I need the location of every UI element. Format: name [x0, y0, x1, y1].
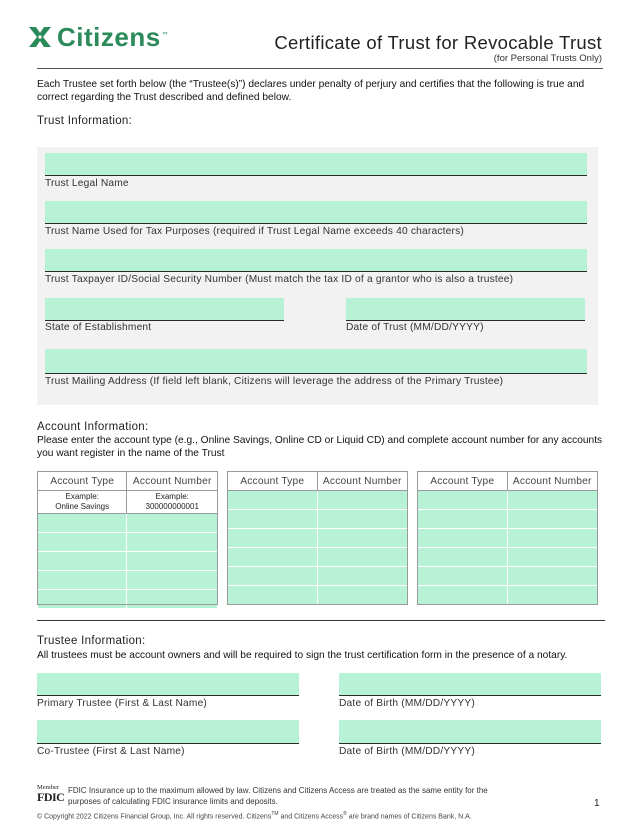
trust-legal-name-label: Trust Legal Name	[45, 178, 129, 189]
co-trustee-dob-label: Date of Birth (MM/DD/YYYY)	[339, 746, 475, 757]
example-number-value: 300000000001	[145, 502, 199, 511]
registered-mark: ®	[343, 811, 347, 817]
header-divider	[37, 68, 603, 69]
fdic-insurance-note: FDIC Insurance up to the maximum allowed by law. Citizens and Citizens Access are treated as the same entity for the purposes of calculating FDIC insurance limits and deposits.	[68, 786, 488, 806]
trust-info-heading: Trust Information:	[37, 115, 133, 127]
example-label: Example:	[65, 492, 99, 501]
account-info-heading: Account Information:	[37, 421, 149, 433]
account-number-header: Account Number	[127, 472, 218, 491]
document-title: Certificate of Trust for Revocable Trust	[274, 32, 602, 53]
date-of-trust-field[interactable]	[346, 298, 585, 321]
brand-trademark: ™	[161, 32, 168, 38]
account-type-header: Account Type	[418, 472, 508, 491]
account-type-header: Account Type	[38, 472, 127, 491]
state-of-establishment-label: State of Establishment	[45, 322, 152, 333]
section-divider	[37, 620, 605, 621]
primary-trustee-dob-label: Date of Birth (MM/DD/YYYY)	[339, 698, 475, 709]
trust-mailing-address-label: Trust Mailing Address (If field left blank, Citizens will leverage the address of the Primary Trustee)	[45, 376, 504, 387]
fdic-member-text: Member	[37, 784, 60, 791]
citizens-logo-icon	[27, 24, 53, 50]
trust-tax-name-label: Trust Name Used for Tax Purposes (required if Trust Legal Name exceeds 40 characters)	[45, 226, 465, 237]
trust-legal-name-field[interactable]	[45, 153, 587, 176]
trust-mailing-address-field[interactable]	[45, 349, 587, 374]
trustee-info-heading: Trustee Information:	[37, 635, 146, 647]
co-trustee-dob-field[interactable]	[339, 720, 601, 744]
primary-trustee-dob-field[interactable]	[339, 673, 601, 696]
account-type-header: Account Type	[228, 472, 318, 491]
intro-text: Each Trustee set forth below (the “Trustee(s)”) declares under penalty of perjury and certifies that the following is true and correct regarding the Trust described and defined below.	[37, 79, 585, 103]
copyright-notice	[37, 811, 472, 820]
fdic-text: FDIC	[37, 790, 65, 804]
primary-trustee-name-label: Primary Trustee (First & Last Name)	[37, 698, 208, 709]
account-table-3-frame	[417, 471, 598, 605]
fdic-logo	[37, 784, 63, 803]
copyright-part-c: are brand names of Citizens Bank, N.A.	[346, 813, 472, 821]
copyright-part-b: and Citizens Access	[278, 813, 344, 821]
trust-taxpayer-id-label: Trust Taxpayer ID/Social Security Number (Must match the tax ID of a grantor who is also a trustee)	[45, 274, 514, 285]
example-label: Example:	[155, 492, 189, 501]
account-number-header: Account Number	[317, 472, 408, 491]
brand-name: Citizens	[57, 22, 161, 52]
copyright-part-a: © Copyright 2022 Citizens Financial Group, Inc. All rights reserved. Citizens	[37, 813, 272, 821]
example-type-value: Online Savings	[55, 502, 110, 511]
date-of-trust-label: Date of Trust (MM/DD/YYYY)	[346, 322, 484, 333]
primary-trustee-name-field[interactable]	[37, 673, 299, 696]
account-info-description: Please enter the account type (e.g., Online Savings, Online CD or Liquid CD) and complete account number for any accounts you want register in the name of the Trust	[37, 435, 603, 459]
trust-taxpayer-id-field[interactable]	[45, 249, 587, 272]
document-subtitle: (for Personal Trusts Only)	[493, 53, 602, 64]
trademark-mark: TM	[271, 811, 279, 817]
state-of-establishment-field[interactable]	[45, 298, 284, 321]
citizens-logo	[27, 24, 168, 50]
account-table-2-frame	[227, 471, 408, 605]
account-number-header: Account Number	[507, 472, 598, 491]
co-trustee-name-field[interactable]	[37, 720, 299, 744]
trust-tax-name-field[interactable]	[45, 201, 587, 224]
account-table-1-frame	[37, 471, 218, 605]
trustee-info-description: All trustees must be account owners and will be required to sign the trust certification form in the presence of a notary.	[37, 650, 568, 661]
page-number: 1	[594, 798, 600, 809]
co-trustee-name-label: Co-Trustee (First & Last Name)	[37, 746, 185, 757]
